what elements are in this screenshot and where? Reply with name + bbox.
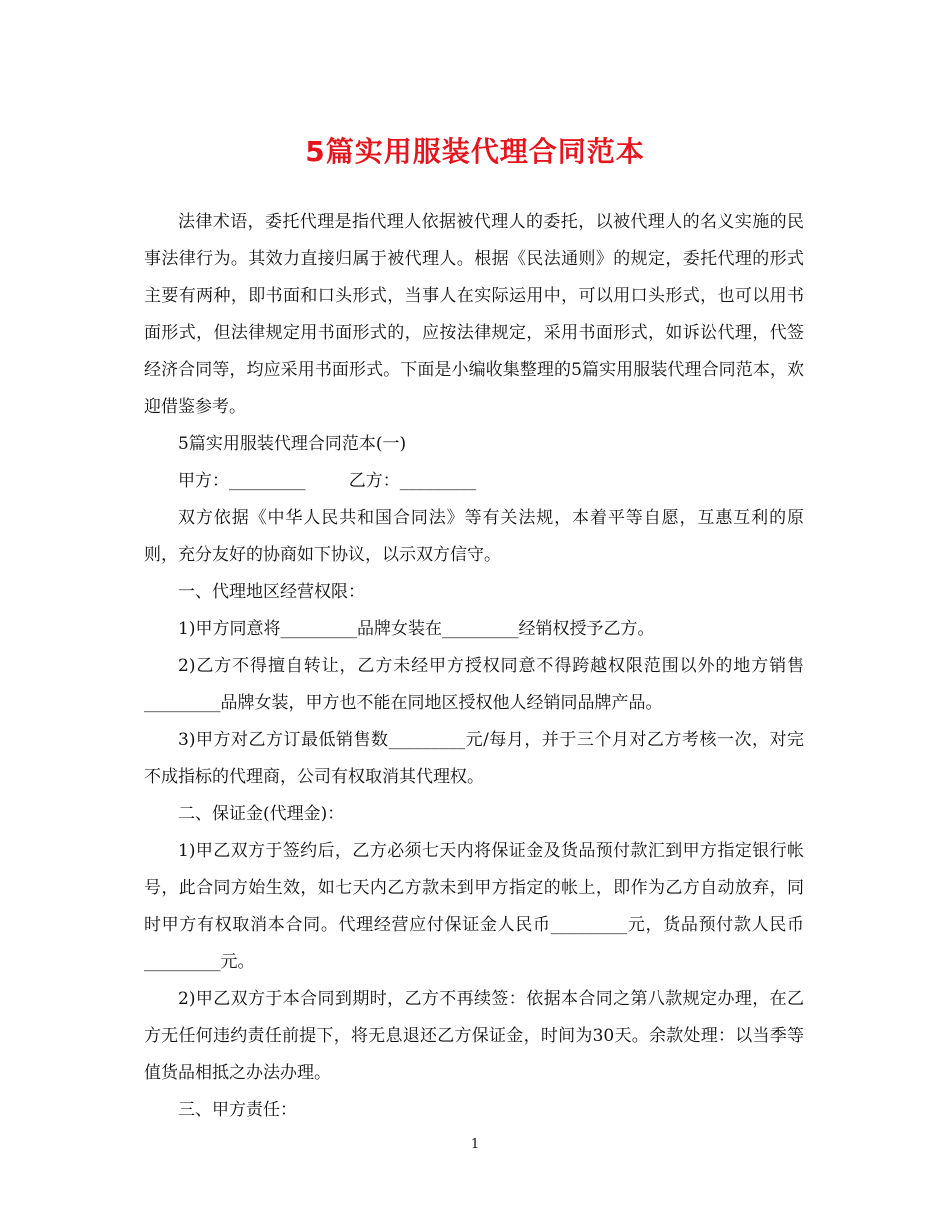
intro-paragraph: 法律术语，委托代理是指代理人依据被代理人的委托，以被代理人的名义实施的民事法律行为。其效力直接归属于被代理人。根据《民法通则》的规定，委托代理的形式主要有两种，即书面和口头形式，当事人在实际运用中，可以用口头形式，也可以用书面形式，但法律规定用书面形式的，应按法律规定，采用书面形式，如诉讼代理，代签经济合同等，均应采用书面形式。下面是小编收集整理的5篇实用服装代理合同范本，欢迎借鉴参考。 [144, 212, 804, 417]
paragraph-basis: 双方依据《中华人民共和国合同法》等有关法规，本着平等自愿，互惠互利的原则，充分友好的协商如下协议，以示双方信守。 [144, 508, 804, 565]
page-number: 1 [470, 1137, 480, 1152]
clause-heading-region: 一、代理地区经营权限： [178, 582, 365, 602]
clause-1-2: 2)乙方不得擅自转让，乙方未经甲方授权同意不得跨越权限范围以外的地方销售_________品牌女装，甲方也不能在同地区授权他人经销同品牌产品。 [144, 656, 804, 713]
clause-2-1: 1)甲乙双方于签约后，乙方必须七天内将保证金及货品预付款汇到甲方指定银行帐号，此合同方始生效，如七天内乙方款未到甲方指定的帐上，即作为乙方自动放弃，同时甲方有权取消本合同。代理经营应付保证金人民币_________元，货品预付款人民币_________元。 [144, 841, 804, 972]
clause-1-1: 1)甲方同意将_________品牌女装在_________经销权授予乙方。 [178, 619, 655, 639]
clause-2-2: 2)甲乙双方于本合同到期时，乙方不再续签：依据本合同之第八款规定办理，在乙方无任何违约责任前提下，将无息退还乙方保证金，时间为30天。余款处理：以当季等值货品相抵之办法办理。 [144, 989, 804, 1083]
document-body [144, 204, 804, 1129]
document-title: 5篇实用服装代理合同范本 [305, 135, 645, 168]
party-line: 甲方：_________ 乙方：_________ [178, 471, 477, 491]
section-heading-contract-one: 5篇实用服装代理合同范本(一) [178, 434, 407, 454]
clause-heading-party-a: 三、甲方责任： [178, 1100, 297, 1120]
clause-heading-deposit: 二、保证金(代理金)： [178, 804, 345, 824]
clause-1-3: 3)甲方对乙方订最低销售数_________元/每月，并于三个月对乙方考核一次，对完不成指标的代理商，公司有权取消其代理权。 [144, 730, 804, 787]
